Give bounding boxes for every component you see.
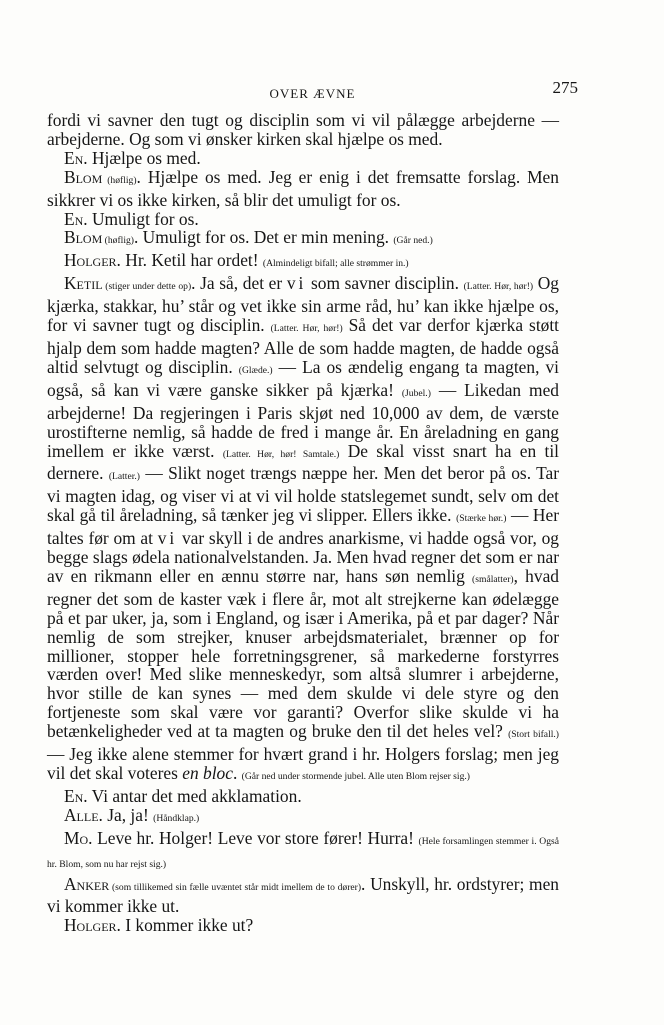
speaker-name: En.	[64, 147, 88, 168]
dialogue-text: Hr. Ketil har ordet!	[120, 250, 263, 271]
dialogue-text: . Unskyll, hr. ordstyrer; men vi kommer ikke ut.	[47, 873, 559, 917]
dialogue-text: — Her taltes før om at	[47, 505, 560, 549]
dialogue-text: . Ja så, det er	[191, 273, 287, 294]
stage-direction: (Jubel.)	[401, 387, 431, 399]
dialogue-text: . Hjælpe os med. Jeg er enig i det fremsatte forslag. Men sikkrer vi os ikke kirken, så blir det umuligt for os.	[47, 166, 559, 210]
speech-en-2	[47, 210, 559, 229]
speech-holger-2	[47, 916, 559, 935]
speech-ketil	[47, 274, 559, 787]
body-text	[47, 111, 559, 935]
paragraph-continuation	[47, 111, 559, 149]
speech-blom-2	[47, 228, 559, 251]
stage-direction: (høflig)	[102, 235, 134, 247]
dialogue-text: . Umuligt for os. Det er min mening.	[133, 227, 394, 248]
stage-direction: (Går ned under stormende jubel. Alle uten Blom rejser sig.)	[241, 771, 470, 782]
dialogue-text: — Jeg ikke alene stemmer for hvært grand i hr. Holgers forslag; men jeg vil det skal voteres	[47, 744, 559, 783]
dialogue-text: Så det var derfor kjærka støtt hjalp dem som hadde magten? Alle de som hadde magten, de hadde også altid selvtugt og disciplin.	[47, 315, 560, 377]
speaker-name: Anker	[64, 873, 110, 894]
dialogue-text: I kommer ikke ut?	[120, 915, 254, 936]
speech-en-3	[47, 787, 559, 806]
stage-direction: (som tillikemed sin fælle uvæntet står midt imellem de to dører)	[109, 881, 362, 893]
dialogue-text: — Slikt noget trængs næppe her. Men det beror på os. Tar vi magten idag, og viser vi at vi vil holde statslegemet sundt, selv om det skal gå til åreladning, så tænker jeg vi slipper. Ellers ikke.	[47, 463, 559, 526]
stage-direction: (Hele forsamlingen stemmer i. Også hr. Blom, som nu har rejst sig.)	[47, 835, 559, 870]
dialogue-text: som savner disciplin.	[306, 273, 464, 294]
speech-holger-1	[47, 251, 559, 274]
dialogue-text: var skyll i de andres anarkisme, vi hadde også vor, og begge slags ødela nationalvelstanden. Ja. Men hvad regner det som er nar av en rikmann eller en ænnu større nar, hans søn nemlig	[47, 528, 559, 586]
speaker-name: Ketil	[64, 273, 103, 294]
stage-direction: (Stærke hør.)	[456, 513, 507, 525]
stage-direction: (Almindeligt bifall; alle strømmer in.)	[262, 258, 409, 270]
stage-direction: (stiger under dette op)	[102, 281, 192, 293]
dialogue-text: Hjælpe os med.	[87, 147, 201, 168]
speech-blom-1	[47, 168, 559, 210]
speaker-name: Mo.	[64, 827, 93, 848]
italic-phrase: en bloc	[182, 763, 233, 783]
speech-mo	[47, 829, 559, 875]
speech-alle	[47, 806, 559, 829]
spaced-emphasis: vi	[286, 273, 307, 294]
stage-direction: (Latter. Hør, hør! Samtale.)	[222, 448, 340, 460]
stage-direction: (Går ned.)	[393, 235, 433, 247]
running-title: OVER ÆVNE	[269, 86, 356, 101]
stage-direction: (høflig)	[102, 174, 137, 186]
speaker-name: Holger.	[64, 250, 121, 271]
speech-en-1	[47, 149, 559, 168]
dialogue-text: Leve hr. Holger! Leve vor store fører! Hurra!	[92, 827, 419, 848]
spaced-emphasis: vi	[157, 528, 178, 549]
speaker-name: En.	[64, 208, 88, 229]
dialogue-text: — Likedan med arbejderne! Da regjeringen i Paris skjøt ned 10,000 av dem, de værste urostifterne nemlig, så hadde de fred i mange år. En åreladning en gang imellem er ikke værst.	[47, 379, 559, 461]
stage-direction: (Latter. Hør, hør!)	[463, 281, 534, 293]
stage-direction: (Håndklap.)	[153, 812, 200, 824]
speaker-name: Alle.	[64, 804, 103, 825]
dialogue-text: De skal visst snart ha en til dernere.	[47, 440, 560, 484]
page-number: 275	[552, 78, 578, 97]
speaker-name: Holger.	[64, 915, 121, 936]
stage-direction: (Stort bifall.)	[508, 729, 559, 741]
dialogue-text: Umuligt for os.	[87, 208, 199, 229]
stage-direction: (Latter.)	[108, 471, 140, 483]
stage-direction: (Latter. Hør, hør!)	[270, 323, 343, 335]
stage-direction: (smålatter)	[472, 573, 514, 585]
speaker-name: Blom	[64, 166, 103, 187]
dialogue-text: Og kjærka, stakkar, hu’ står og vet ikke sin arme råd, hu’ kan ikke hjælpe os, for vi savner tugt og disciplin.	[47, 273, 559, 336]
page-header	[47, 78, 578, 102]
stage-direction: (Glæde.)	[238, 364, 273, 376]
dialogue-text: Vi antar det med akklamation.	[87, 785, 302, 806]
dialogue-text: , hvad regner det som de kaster væk i flere år, mot alt strejkerne kan ødelægge på et par uker, ja, som i England, og især i Amerika, på et par dager? Når nemlig de som strejker, knuser arbejdsmaterialet, brænner op for millioner, stopper hele forretningsgrener, så markederne forstyrres værden over! Med slike menneskedyr, som altså slumrer i arbejderne, hvor stille de kan synes — med dem skulde vi dele styre og den fortjeneste som skal være vor garanti? Overfor slike skulde vi ha betænkeligheder ved at ta magten og bruke den til det heles vel?	[47, 565, 559, 742]
speaker-name: Blom	[64, 227, 103, 248]
speech-anker	[47, 875, 559, 917]
text-run: fordi vi savner den tugt og disciplin som vi vil pålægge arbejderne — arbejderne. Og som vi ønsker kirken skal hjælpe os med.	[47, 110, 559, 149]
dialogue-text: — La os ændelig engang ta magten, vi også, så kan vi være ganske sikker på kjærka!	[47, 356, 559, 400]
dialogue-text: .	[232, 763, 242, 783]
speaker-name: En.	[64, 785, 88, 806]
dialogue-text: Ja, ja!	[102, 804, 154, 825]
